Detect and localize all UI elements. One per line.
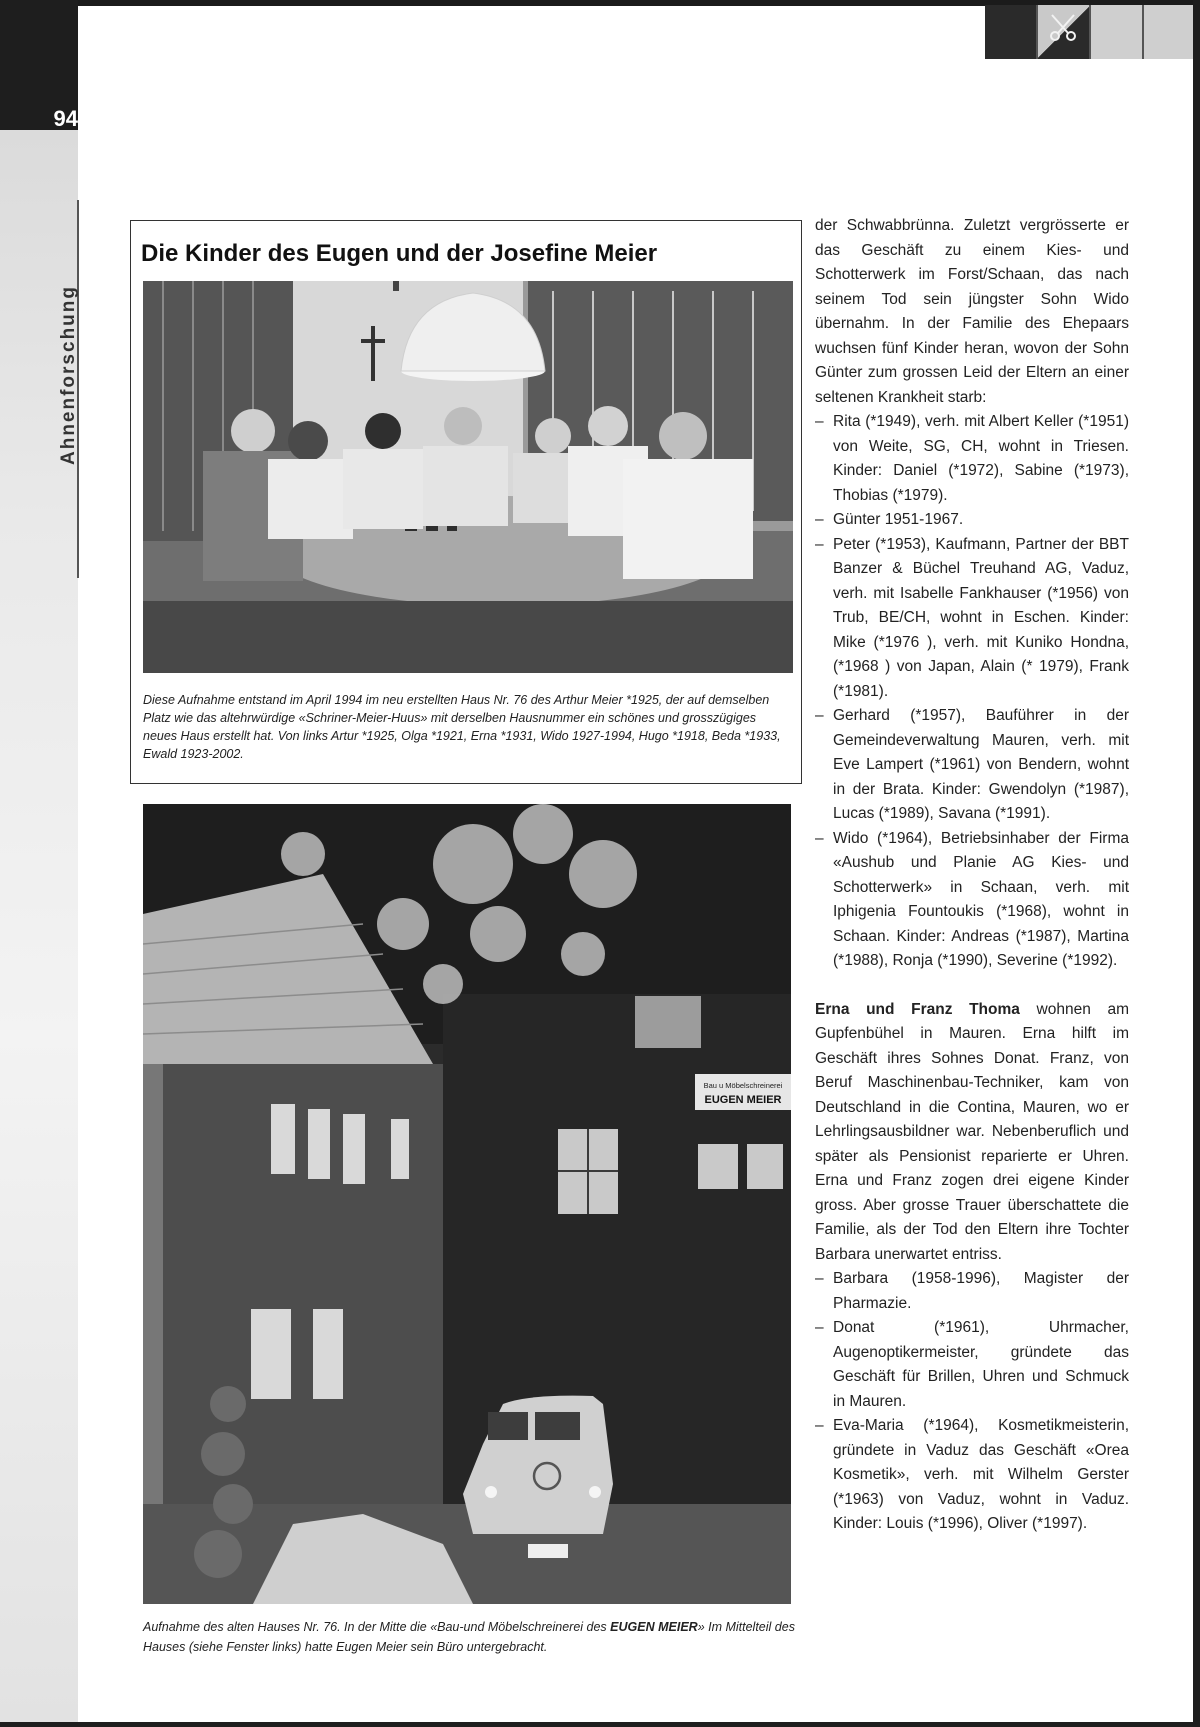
list-item: – Barbara (1958-1996), Magister der Pharmazie. [815,1267,1129,1316]
group-photo [143,281,793,673]
caption-name: EUGEN MEIER [610,1620,698,1634]
children-list-thoma [815,1267,1129,1537]
house-photo [143,804,791,1604]
caption-text-start: Aufnahme des alten Hauses Nr. 76. In der Mitte die «Bau-und Möbelschreinerei des [143,1620,611,1634]
article-text-column [815,214,1129,1634]
list-item: – Peter (*1953), Kaufmann, Partner der BBT Banzer & Büchel Treuhand AG, Vaduz, verh. mit Isabelle Fankhauser (*1956) von Trub, BE/CH, wohnt in Eschen. Kinder: Mike (*1976 ), verh. mit Kuniko Hondna, (*1968 ) von Japan, Alain (* 1979), Frank (*1981). [815,533,1129,705]
corner-tab [1142,5,1195,59]
list-item: – Donat (*1961), Uhrmacher, Augenoptikermeister, gründete das Geschäft für Brillen, Uhren und Schmuck in Mauren. [815,1316,1129,1414]
list-item: – Gerhard (*1957), Bauführer in der Gemeindeverwaltung Mauren, verh. mit Eve Lampert (*1961) von Bendern, wohnt in der Brata. Kinder: Gwendolyn (*1987), Lucas (*1989), Savana (*1991). [815,704,1129,827]
sign-line-1: Bau u Möbelschreinerei [703,1081,783,1090]
corner-tab [1036,5,1089,59]
caption-text-end: » Im Mittelteil des Hauses (siehe Fenster links) hatte Eugen Meier sein Büro untergebracht. [143,1620,795,1654]
scissors-icon [1046,11,1080,45]
thoma-text: wohnen am Gupfenbühel in Mauren. Erna hilft im Geschäft ihres Sohnes Donat. Franz, von Beruf Maschinenbau-Techniker, kam von Deutschland in die Contina, Mauren, wo er Lehrlingsausbildner war. Nebenberuflich und später als Pensionist reparierte er Uhren. Erna und Franz zogen drei eigene Kinder gross. Aber grosse Trauer überschattete die Familie, als der Tod den Eltern ihre Tochter Barbara unerwartet entriss. [815,1000,1129,1263]
list-item: – Wido (*1964), Betriebsinhaber der Firma «Aushub und Planie AG Kies- und Schotterwerk» in Schaan, verh. mit Iphigenia Fountoukis (*1968), wohnt in Schaan. Kinder: Andreas (*1987), Martina (*1988), Ronja (*1990), Severine (*1992). [815,827,1129,974]
thoma-lead: Erna und Franz Thoma [815,1000,1020,1018]
children-list-meier [815,410,1129,974]
intro-paragraph: der Schwabbrünna. Zuletzt vergrösserte er das Geschäft zu einem Kies- und Schotterwerk im Forst/Schaan, das nach seinem Tod sein jüngster Sohn Wido übernahm. In der Familie des Ehepaars wuchsen fünf Kinder heran, wovon der Sohn Günter zum grossen Leid der Eltern an einer seltenen Krankheit starb: [815,217,1129,406]
corner-tab [985,5,1036,59]
paragraph-gap [815,974,1129,998]
right-edge [1193,0,1200,1727]
thoma-paragraph [815,998,1129,1268]
section-label: Ahnenforschung [58,285,79,465]
page-number: 94 [53,106,78,131]
corner-tabs [985,5,1195,59]
sign-line-2: EUGEN MEIER [704,1094,782,1106]
family-photo-box [130,220,802,784]
list-item: – Rita (*1949), verh. mit Albert Keller (*1951) von Weite, SG, CH, wohnt in Triesen. Kinder: Daniel (*1972), Sabine (*1973), Thobias (*1979). [815,410,1129,508]
house-photo-caption [143,1617,803,1661]
list-item: – Günter 1951-1967. [815,508,1129,533]
group-photo-caption: Diese Aufnahme entstand im April 1994 im neu erstellten Haus Nr. 76 des Arthur Meier *1925, der auf demselben Platz wie das altehrwürdige «Schriner-Meier-Huus» mit derselben Hausnummer ein schönes und grosszügiges neues Haus erstellt hat. Von links Artur *1925, Olga *1921, Erna *1931, Wido 1927-1994, Hugo *1918, Beda *1933, Ewald 1923-2002. [143,693,781,761]
list-item: – Eva-Maria (*1964), Kosmetikmeisterin, gründete in Vaduz das Geschäft «Orea Kosmetik», verh. mit Wilhelm Gerster (*1963) von Vaduz, wohnt in Vaduz. Kinder: Louis (*1996), Oliver (*1997). [815,1414,1129,1537]
house-photo-image [143,804,791,1604]
box-title: Die Kinder des Eugen und der Josefine Meier [141,240,658,267]
corner-tab [1089,5,1142,59]
group-photo-image [143,281,793,673]
bottom-edge [0,1722,1200,1727]
